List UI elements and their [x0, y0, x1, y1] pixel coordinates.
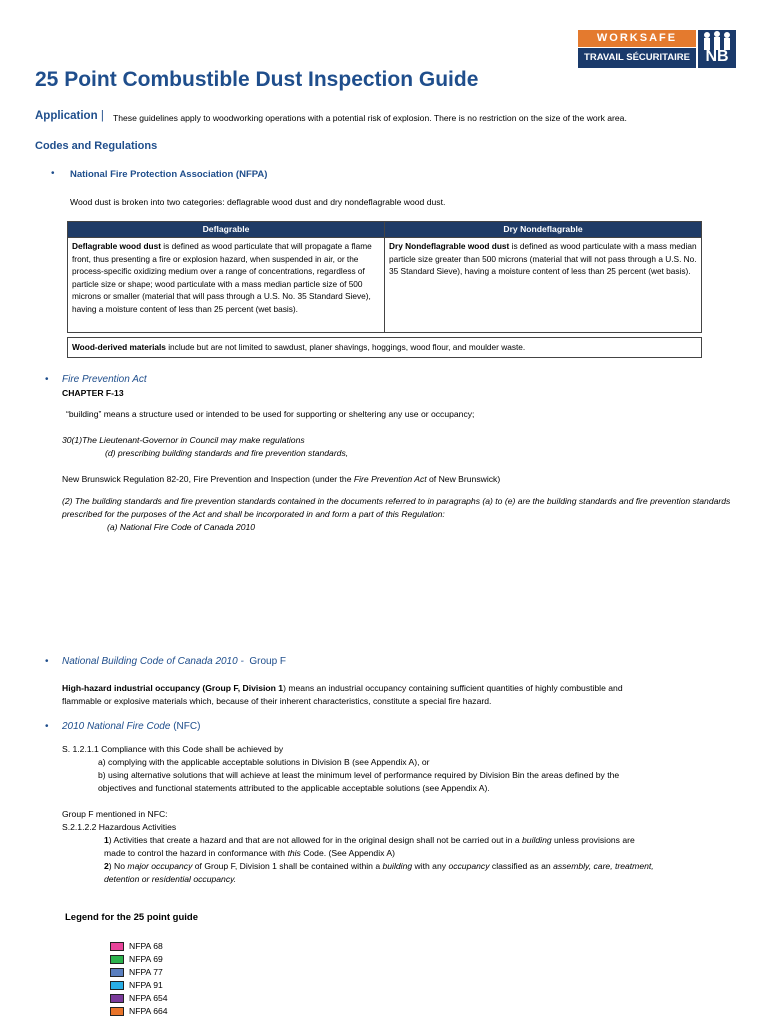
section-2-a: (a) National Fire Code of Canada 2010: [107, 522, 256, 532]
nfc-group-f: Group F mentioned in NFC:: [62, 809, 168, 819]
logo-nb-block: [698, 30, 736, 68]
legend-swatch: [110, 955, 124, 964]
legend-swatch: [110, 942, 124, 951]
legend-swatch: [110, 968, 124, 977]
legend-item: NFPA 68: [110, 940, 163, 952]
legend-item: NFPA 69: [110, 953, 163, 965]
application-text: These guidelines apply to woodworking operations with a potential risk of explosion. There is no restriction on the size of the work area.: [113, 113, 627, 123]
worksafe-logo: [578, 30, 736, 68]
regulation-line: New Brunswick Regulation 82-20, Fire Prevention and Inspection (under the Fire Prevention Act of New Brunswick): [62, 474, 501, 484]
bullet-fire-act: •: [45, 374, 49, 385]
nbc-definition-line2: flammable or explosive materials which, because of their inherent characteristics, constitute a special fire hazard.: [62, 696, 492, 706]
legend-item: NFPA 77: [110, 966, 163, 978]
bullet-nbc: •: [45, 656, 49, 667]
nfc-a: a) complying with the applicable acceptable solutions in Division B (see Appendix A), or: [98, 757, 430, 767]
table-header-nondeflagrable: Dry Nondeflagrable: [385, 222, 702, 238]
nfc-item2-line2: detention or residential occupancy.: [104, 874, 237, 884]
table-cell-deflagrable: Deflagrable wood dust is defined as wood particulate that will propagate a flame front, thus presenting a fire or explosion hazard, when suspended in air, or the process-specific oxidizing medium over a range of concentrations, regardless of particle size or shape; wood particulate with a mass median particle size of 500 microns or smaller (material that will pass through a U.S. No. 35 Standard Sieve), having a moisture content of less than 25 percent (wet basis).: [68, 238, 385, 333]
fire-act-heading: Fire Prevention Act: [62, 374, 147, 385]
legend-item: NFPA 654: [110, 992, 168, 1004]
table-footer-wood-derived: Wood-derived materials include but are not limited to sawdust, planer shavings, hoggings, wood flour, and moulder waste.: [68, 338, 702, 358]
legend-swatch: [110, 994, 124, 1003]
nfc-item1-line2: made to control the hazard in conformance with this Code. (See Appendix A): [104, 848, 395, 858]
section-30-d: (d) prescribing building standards and fire prevention standards,: [105, 448, 349, 458]
nfc-s2122: S.2.1.2.2 Hazardous Activities: [62, 822, 177, 832]
nfc-s1: S. 1.2.1.1 Compliance with this Code shall be achieved by: [62, 744, 284, 754]
page-title: 25 Point Combustible Dust Inspection Guide: [35, 68, 479, 91]
building-definition: “building” means a structure used or intended to be used for supporting or sheltering any use or occupancy;: [66, 409, 475, 419]
wood-dust-table: [67, 221, 702, 358]
bullet-nfpa: •: [51, 168, 55, 179]
nfc-b2: objectives and functional statements attributed to the applicable acceptable solutions (see Appendix A).: [98, 783, 490, 793]
logo-nb-text: NB: [705, 48, 729, 65]
fire-act-chapter: CHAPTER F-13: [62, 388, 124, 398]
logo-travail-text: TRAVAIL SÉCURITAIRE: [578, 48, 696, 68]
nfc-b1: b) using alternative solutions that will achieve at least the minimum level of performance required by Division Bin the areas defined by the: [98, 770, 620, 780]
bullet-nfc: •: [45, 721, 49, 732]
section-30: 30(1)The Lieutenant-Governor in Council may make regulations: [62, 435, 305, 445]
nfc-item2-line1: 2) No major occupancy of Group F, Division 1 shall be contained within a building with any occupancy classified as an assembly, care, treatment,: [104, 861, 654, 871]
nbc-definition-line1: High-hazard industrial occupancy (Group F, Division 1) means an industrial occupancy containing sufficient quantities of highly combustible and: [62, 683, 623, 693]
nbc-heading: National Building Code of Canada 2010 - Group F: [62, 656, 287, 667]
legend-heading: Legend for the 25 point guide: [65, 912, 198, 923]
nfc-item1-line1: 1) Activities that create a hazard and that are not allowed for in the original design shall not be carried out in a building unless provisions are: [104, 835, 635, 845]
codes-heading: Codes and Regulations: [35, 140, 158, 152]
nfpa-heading: National Fire Protection Association (NFPA): [70, 169, 268, 180]
legend-item: NFPA 664: [110, 1005, 168, 1017]
legend-swatch: [110, 981, 124, 990]
logo-worksafe-text: WORKSAFE: [578, 30, 696, 47]
application-heading: Application |: [35, 110, 104, 122]
table-header-deflagrable: Deflagrable: [68, 222, 385, 238]
legend-swatch: [110, 1007, 124, 1016]
section-2: (2) The building standards and fire prevention standards contained in the documents referred to in paragraphs (a) to (e) are the building standards and fire prevention standards prescribed for the purposes of the Act and shall be incorporated in and form a part of this Regulation:: [62, 496, 731, 519]
nfpa-intro: Wood dust is broken into two categories: deflagrable wood dust and dry nondeflagrable wood dust.: [70, 197, 446, 207]
table-cell-nondeflagrable: Dry Nondeflagrable wood dust is defined as wood particulate with a mass median particle size greater than 500 microns (material that will not pass through a U.S. No. 35 Standard Sieve), having a moisture content of less than 25 percent (wet basis).: [385, 238, 702, 333]
nfc-heading: 2010 National Fire Code (NFC): [62, 721, 201, 732]
legend-item: NFPA 91: [110, 979, 163, 991]
